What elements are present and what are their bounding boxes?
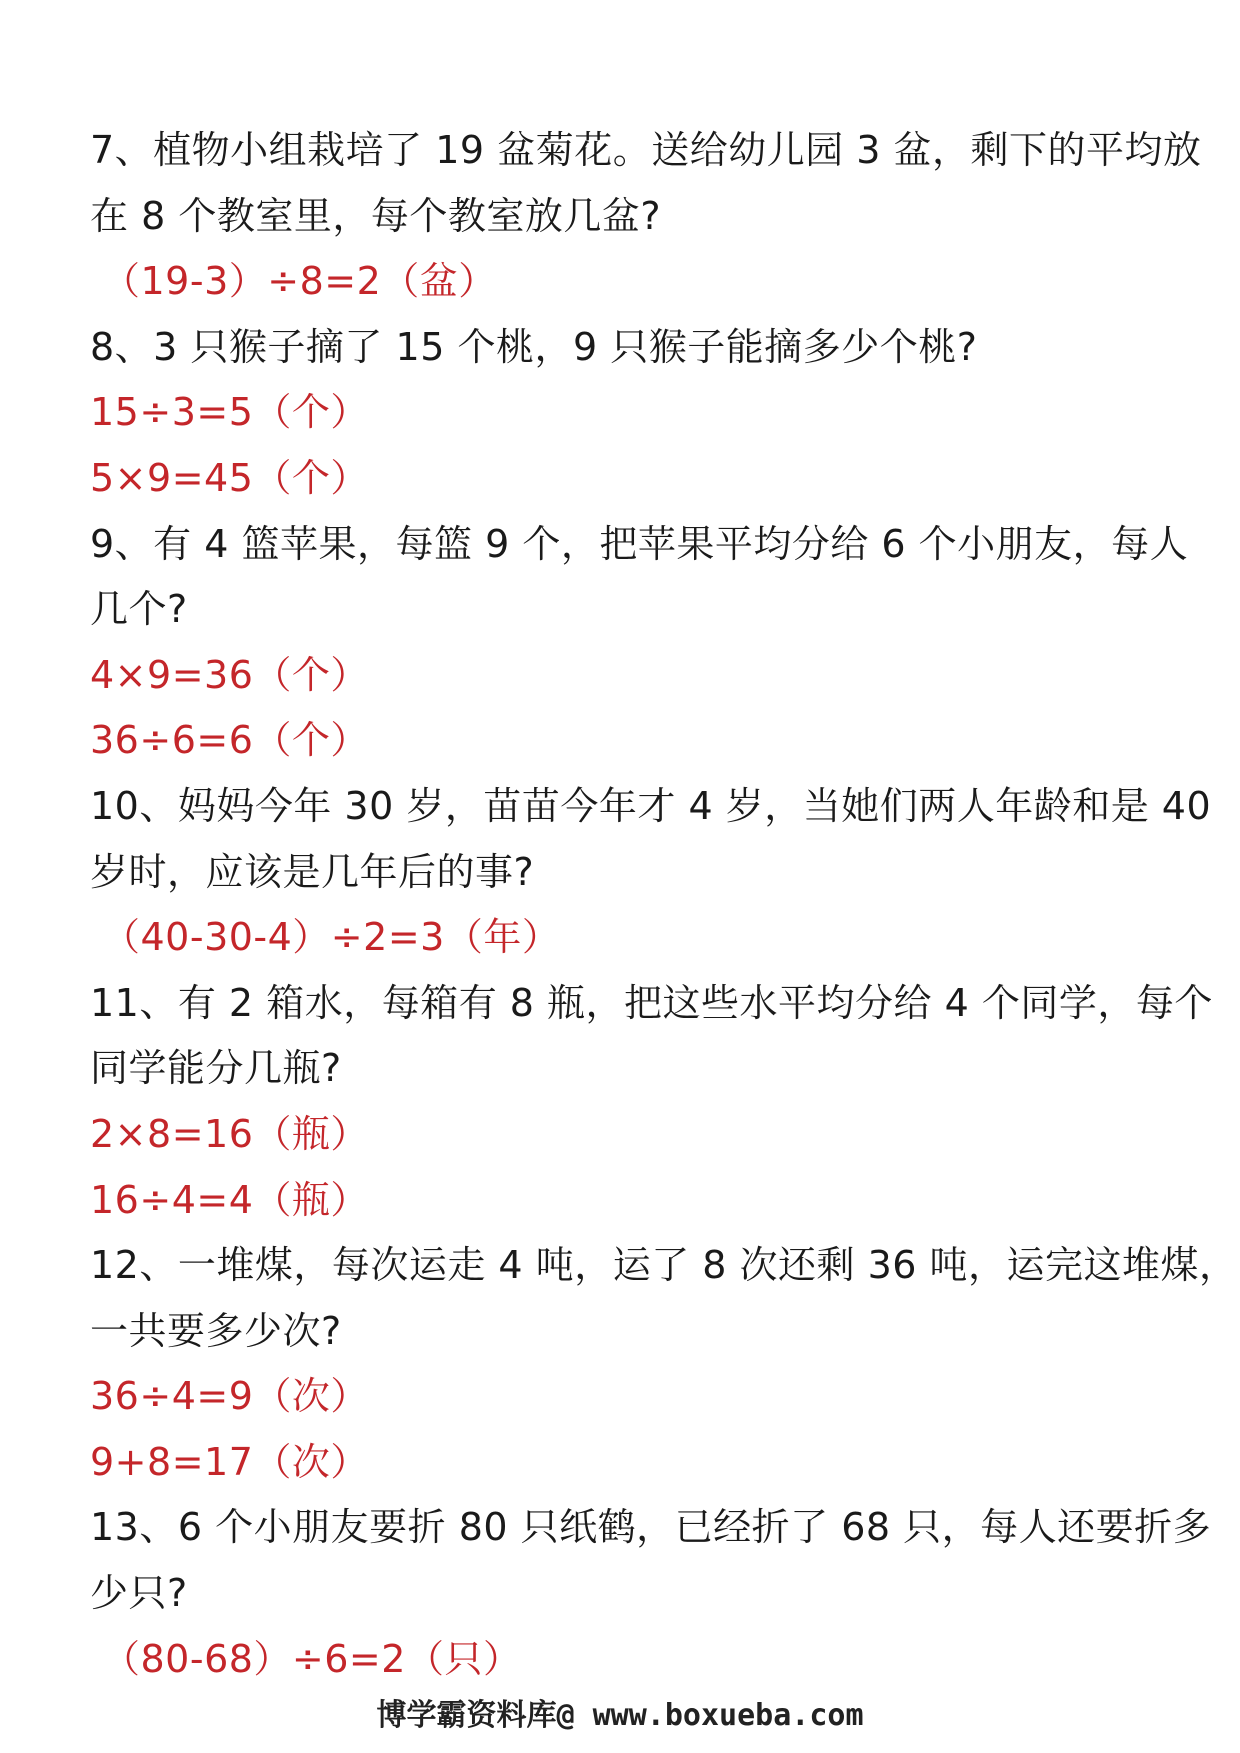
question-line: 10、妈妈今年 30 岁，苗苗今年才 4 岁，当她们两人年龄和是 40: [90, 783, 1212, 828]
question-line: 12、一堆煤，每次运走 4 吨，运了 8 次还剩 36 吨，运完这堆煤，: [90, 1243, 1238, 1288]
question-line: 7、植物小组栽培了 19 盆菊花。送给幼儿园 3 盆，剩下的平均放: [90, 128, 1202, 172]
answer-line: 4×9=36（个）: [90, 652, 369, 697]
question-line: 几个?: [90, 587, 188, 632]
problem-13: [90, 1495, 1212, 1692]
problem-12: [90, 1233, 1238, 1495]
question-line: 8、3 只猴子摘了 15 个桃，9 只猴子能摘多少个桃?: [90, 324, 978, 369]
question-line: 13、6 个小朋友要折 80 只纸鹤，已经折了 68 只，每人还要折多: [90, 1505, 1212, 1550]
question-line: 一共要多少次?: [90, 1308, 342, 1353]
question-line: 同学能分几瓶?: [90, 1046, 342, 1091]
answer-line: （19-3）÷8=2（盆）: [102, 259, 497, 304]
answer-line: 36÷4=9（次）: [90, 1374, 369, 1419]
problem-10: [90, 774, 1212, 971]
question-line: 少只?: [90, 1571, 188, 1616]
question-line: 11、有 2 箱水，每箱有 8 瓶，把这些水平均分给 4 个同学，每个: [90, 980, 1213, 1025]
answer-line: 9+8=17（次）: [90, 1439, 369, 1484]
problem-8: [90, 315, 1170, 512]
answer-line: 15÷3=5（个）: [90, 390, 369, 435]
question-line: 9、有 4 篮苹果，每篮 9 个，把苹果平均分给 6 个小朋友，每人: [90, 521, 1189, 566]
worksheet-body: [90, 118, 1238, 1692]
problem-7: [90, 118, 1202, 315]
problem-11: [90, 971, 1213, 1233]
answer-line: 36÷6=6（个）: [90, 718, 369, 763]
answer-line: 2×8=16（瓶）: [90, 1111, 369, 1156]
question-line: 在 8 个教室里，每个教室放几盆?: [90, 193, 662, 238]
watermark-footer: 博学霸资料库@ www.boxueba.com: [376, 1698, 864, 1733]
answer-line: （40-30-4）÷2=3（年）: [102, 915, 561, 960]
problem-9: [90, 512, 1189, 774]
answer-line: （80-68）÷6=2（只）: [102, 1636, 522, 1681]
answer-line: 16÷4=4（瓶）: [90, 1177, 369, 1222]
answer-line: 5×9=45（个）: [90, 455, 369, 500]
question-line: 岁时，应该是几年后的事?: [90, 849, 535, 894]
